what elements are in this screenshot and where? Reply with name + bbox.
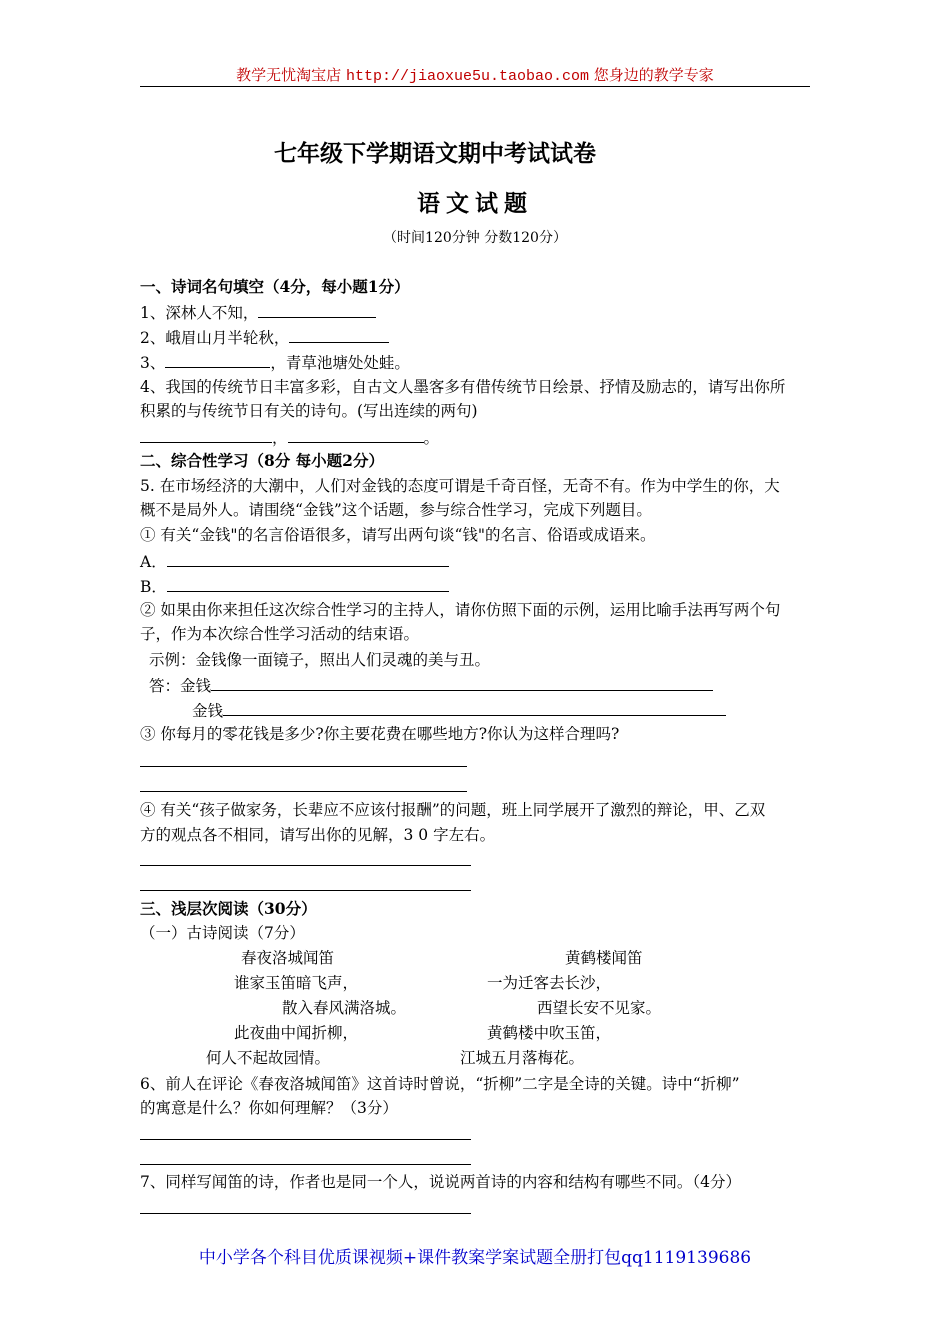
poem1-line: 散入春风满洛城。 xyxy=(282,999,407,1017)
shop-url-link[interactable]: http://jiaoxue5u.taobao.com xyxy=(345,68,590,85)
question-5-sub2-line2: 子，作为本次综合性学习活动的结束语。 xyxy=(140,625,420,643)
answer-line-sub4-a[interactable] xyxy=(140,865,471,866)
question-2 xyxy=(140,325,389,350)
option-b xyxy=(140,574,449,599)
poem1-line: 此夜曲中闻折柳， xyxy=(234,1024,359,1042)
question-4-line1: 4、我国的传统节日丰富多彩，自古文人墨客多有借传统节日绘景、抒情及励志的，请写出你所 xyxy=(140,378,786,396)
answer-label-1: 答：金钱 xyxy=(149,677,212,695)
answer-line-sub3-a[interactable] xyxy=(140,766,467,767)
answer-line-sub3-b[interactable] xyxy=(140,791,467,792)
answer-blank-q2[interactable] xyxy=(289,325,389,343)
answer-line-q7[interactable] xyxy=(140,1213,471,1214)
answer-line-q6-a[interactable] xyxy=(140,1139,471,1140)
answer-line-2 xyxy=(192,698,726,723)
answer-blank-option-a[interactable] xyxy=(167,549,449,567)
answer-line-1 xyxy=(149,673,713,698)
answer-line-q6-b[interactable] xyxy=(140,1164,471,1165)
footer-text: 中小学各个科目优质课视频+课件教案学案试题全册打包 xyxy=(198,1248,622,1268)
answer-blank-q3[interactable] xyxy=(165,350,270,368)
poem2-line: 黄鹤楼中吹玉笛， xyxy=(487,1024,612,1042)
question-1-text: 1、深林人不知， xyxy=(140,304,259,322)
q4-period: 。 xyxy=(423,429,440,447)
question-5-line2: 概不是局外人。请围绕“金钱”这个话题，参与综合性学习，完成下列题目。 xyxy=(140,501,652,519)
answer-blank-option-b[interactable] xyxy=(167,574,449,592)
poem2-line: 西望长安不见家。 xyxy=(537,999,662,1017)
question-1 xyxy=(140,300,376,325)
question-3-suffix: ，青草池塘处处蛙。 xyxy=(270,354,410,372)
section2-heading: 二、综合性学习（8分 每小题2分） xyxy=(140,451,384,470)
q4-comma: ， xyxy=(272,429,288,447)
answer-label-2: 金钱 xyxy=(192,702,224,720)
question-3-prefix: 3、 xyxy=(140,354,166,372)
poem1-title: 春夜洛城闻笛 xyxy=(241,949,335,967)
question-3 xyxy=(140,350,410,375)
answer-blank-metaphor-2[interactable] xyxy=(223,698,726,716)
answer-blank-metaphor-1[interactable] xyxy=(211,673,713,691)
option-b-label: B． xyxy=(140,578,167,596)
question-4-answer xyxy=(140,425,439,450)
question-5-sub4-line1: ④ 有关“孩子做家务，长辈应不应该付报酬”的问题，班上同学展开了激烈的辩论，甲、乙双 xyxy=(140,801,766,819)
question-4-line2: 积累的与传统节日有关的诗句。(写出连续的两句) xyxy=(140,402,478,420)
question-6-line2: 的寓意是什么？你如何理解？（3分） xyxy=(140,1099,398,1117)
poem2-line: 江城五月落梅花。 xyxy=(460,1049,585,1067)
example-sentence: 示例：金钱像一面镜子，照出人们灵魂的美与丑。 xyxy=(149,651,491,669)
question-2-text: 2、峨眉山月半轮秋， xyxy=(140,329,290,347)
answer-line-sub4-b[interactable] xyxy=(140,890,471,891)
question-7: 7、同样写闻笛的诗，作者也是同一个人，说说两首诗的内容和结构有哪些不同。（4分） xyxy=(140,1173,741,1191)
question-6-line1: 6、前人在评论《春夜洛城闻笛》这首诗时曾说，“折柳”二字是全诗的关键。诗中“折柳” xyxy=(140,1075,740,1093)
option-a-label: A． xyxy=(140,553,167,571)
header-divider xyxy=(140,86,810,87)
section3-heading: 三、浅层次阅读（30分） xyxy=(140,899,317,918)
answer-blank-q4b[interactable] xyxy=(288,425,424,443)
page-footer xyxy=(140,1243,810,1268)
answer-blank-q4a[interactable] xyxy=(140,425,272,443)
shop-name: 教学无忧淘宝店 xyxy=(236,66,342,84)
section1-heading: 一、诗词名句填空（4分，每小题1分） xyxy=(140,277,410,296)
shop-slogan: 您身边的教学专家 xyxy=(593,66,714,84)
question-5-line1: 5. 在市场经济的大潮中，人们对金钱的态度可谓是千奇百怪，无奇不有。作为中学生的你，大 xyxy=(140,477,780,495)
exam-time-info: （时间120分钟 分数120分） xyxy=(383,230,567,246)
question-5-sub3: ③ 你每月的零花钱是多少?你主要花费在哪些地方?你认为这样合理吗? xyxy=(140,725,620,743)
poem2-title: 黄鹤楼闻笛 xyxy=(565,949,643,967)
section3-part1: （一）古诗阅读（7分） xyxy=(140,924,305,942)
option-a xyxy=(140,549,449,574)
answer-blank-q1[interactable] xyxy=(258,300,376,318)
exam-title: 七年级下学期语文期中考试试卷 xyxy=(274,140,596,167)
question-5-sub1: ① 有关“金钱"的名言俗语很多，请写出两句谈“钱"的名言、俗语或成语来。 xyxy=(140,526,656,544)
poem1-line: 谁家玉笛暗飞声， xyxy=(234,974,359,992)
footer-qq: qq1119139686 xyxy=(621,1248,752,1268)
exam-subtitle: 语文试题 xyxy=(417,190,533,217)
page-header xyxy=(140,64,810,85)
poem2-line: 一为迁客去长沙， xyxy=(487,974,612,992)
question-5-sub2-line1: ② 如果由你来担任这次综合性学习的主持人，请你仿照下面的示例，运用比喻手法再写两个句 xyxy=(140,601,781,619)
question-5-sub4-line2: 方的观点各不相同，请写出你的见解，3 0 字左右。 xyxy=(140,826,496,844)
poem1-line: 何人不起故园情。 xyxy=(206,1049,331,1067)
